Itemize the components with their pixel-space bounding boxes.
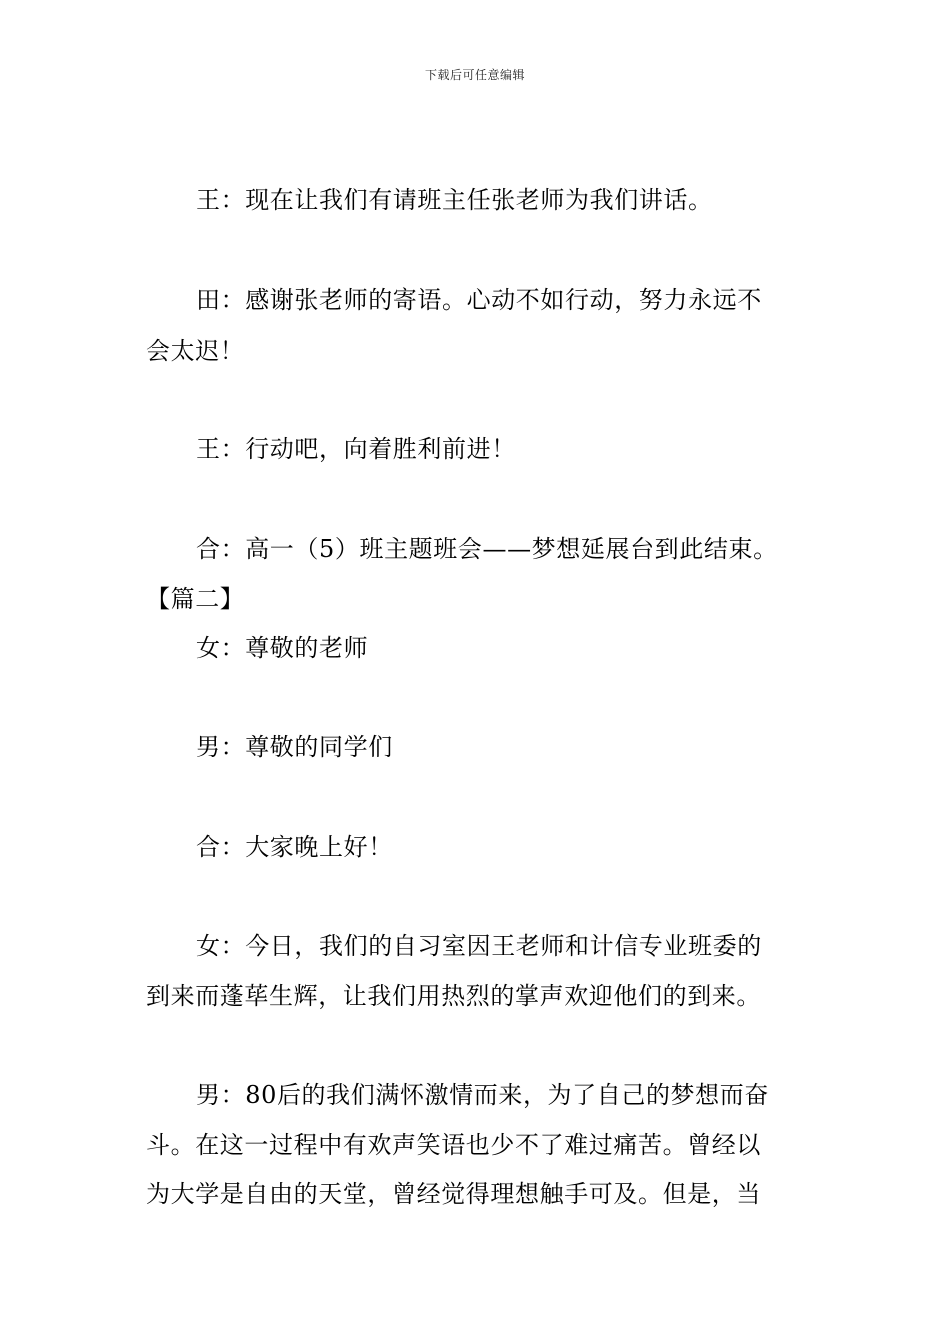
paragraph-line: 会太迟！ bbox=[146, 337, 245, 365]
paragraph-line: 斗。在这一过程中有欢声笑语也少不了难过痛苦。曾经以 bbox=[146, 1131, 761, 1159]
paragraph-line: 合：高一（5）班主题班会——梦想延展台到此结束。 bbox=[196, 535, 778, 563]
paragraph-line: 到来而蓬荜生辉，让我们用热烈的掌声欢迎他们的到来。 bbox=[146, 982, 761, 1010]
paragraph-line: 为大学是自由的天堂，曾经觉得理想触手可及。但是，当 bbox=[146, 1180, 761, 1208]
paragraph-line: 男：80后的我们满怀激情而来，为了自己的梦想而奋 bbox=[196, 1081, 769, 1109]
page-header: 下载后可任意编辑 bbox=[424, 68, 525, 82]
paragraph-line: 王：现在让我们有请班主任张老师为我们讲话。 bbox=[196, 186, 713, 214]
section-heading: 【篇二】 bbox=[146, 585, 245, 613]
paragraph-line: 男：尊敬的同学们 bbox=[196, 733, 393, 761]
paragraph-line: 合：大家晚上好！ bbox=[196, 833, 393, 861]
paragraph-line: 田：感谢张老师的寄语。心动不如行动，努力永远不 bbox=[196, 286, 762, 314]
paragraph-line: 女：尊敬的老师 bbox=[196, 634, 369, 662]
paragraph-line: 王：行动吧，向着胜利前进！ bbox=[196, 435, 516, 463]
paragraph-line: 女：今日，我们的自习室因王老师和计信专业班委的 bbox=[196, 932, 762, 960]
